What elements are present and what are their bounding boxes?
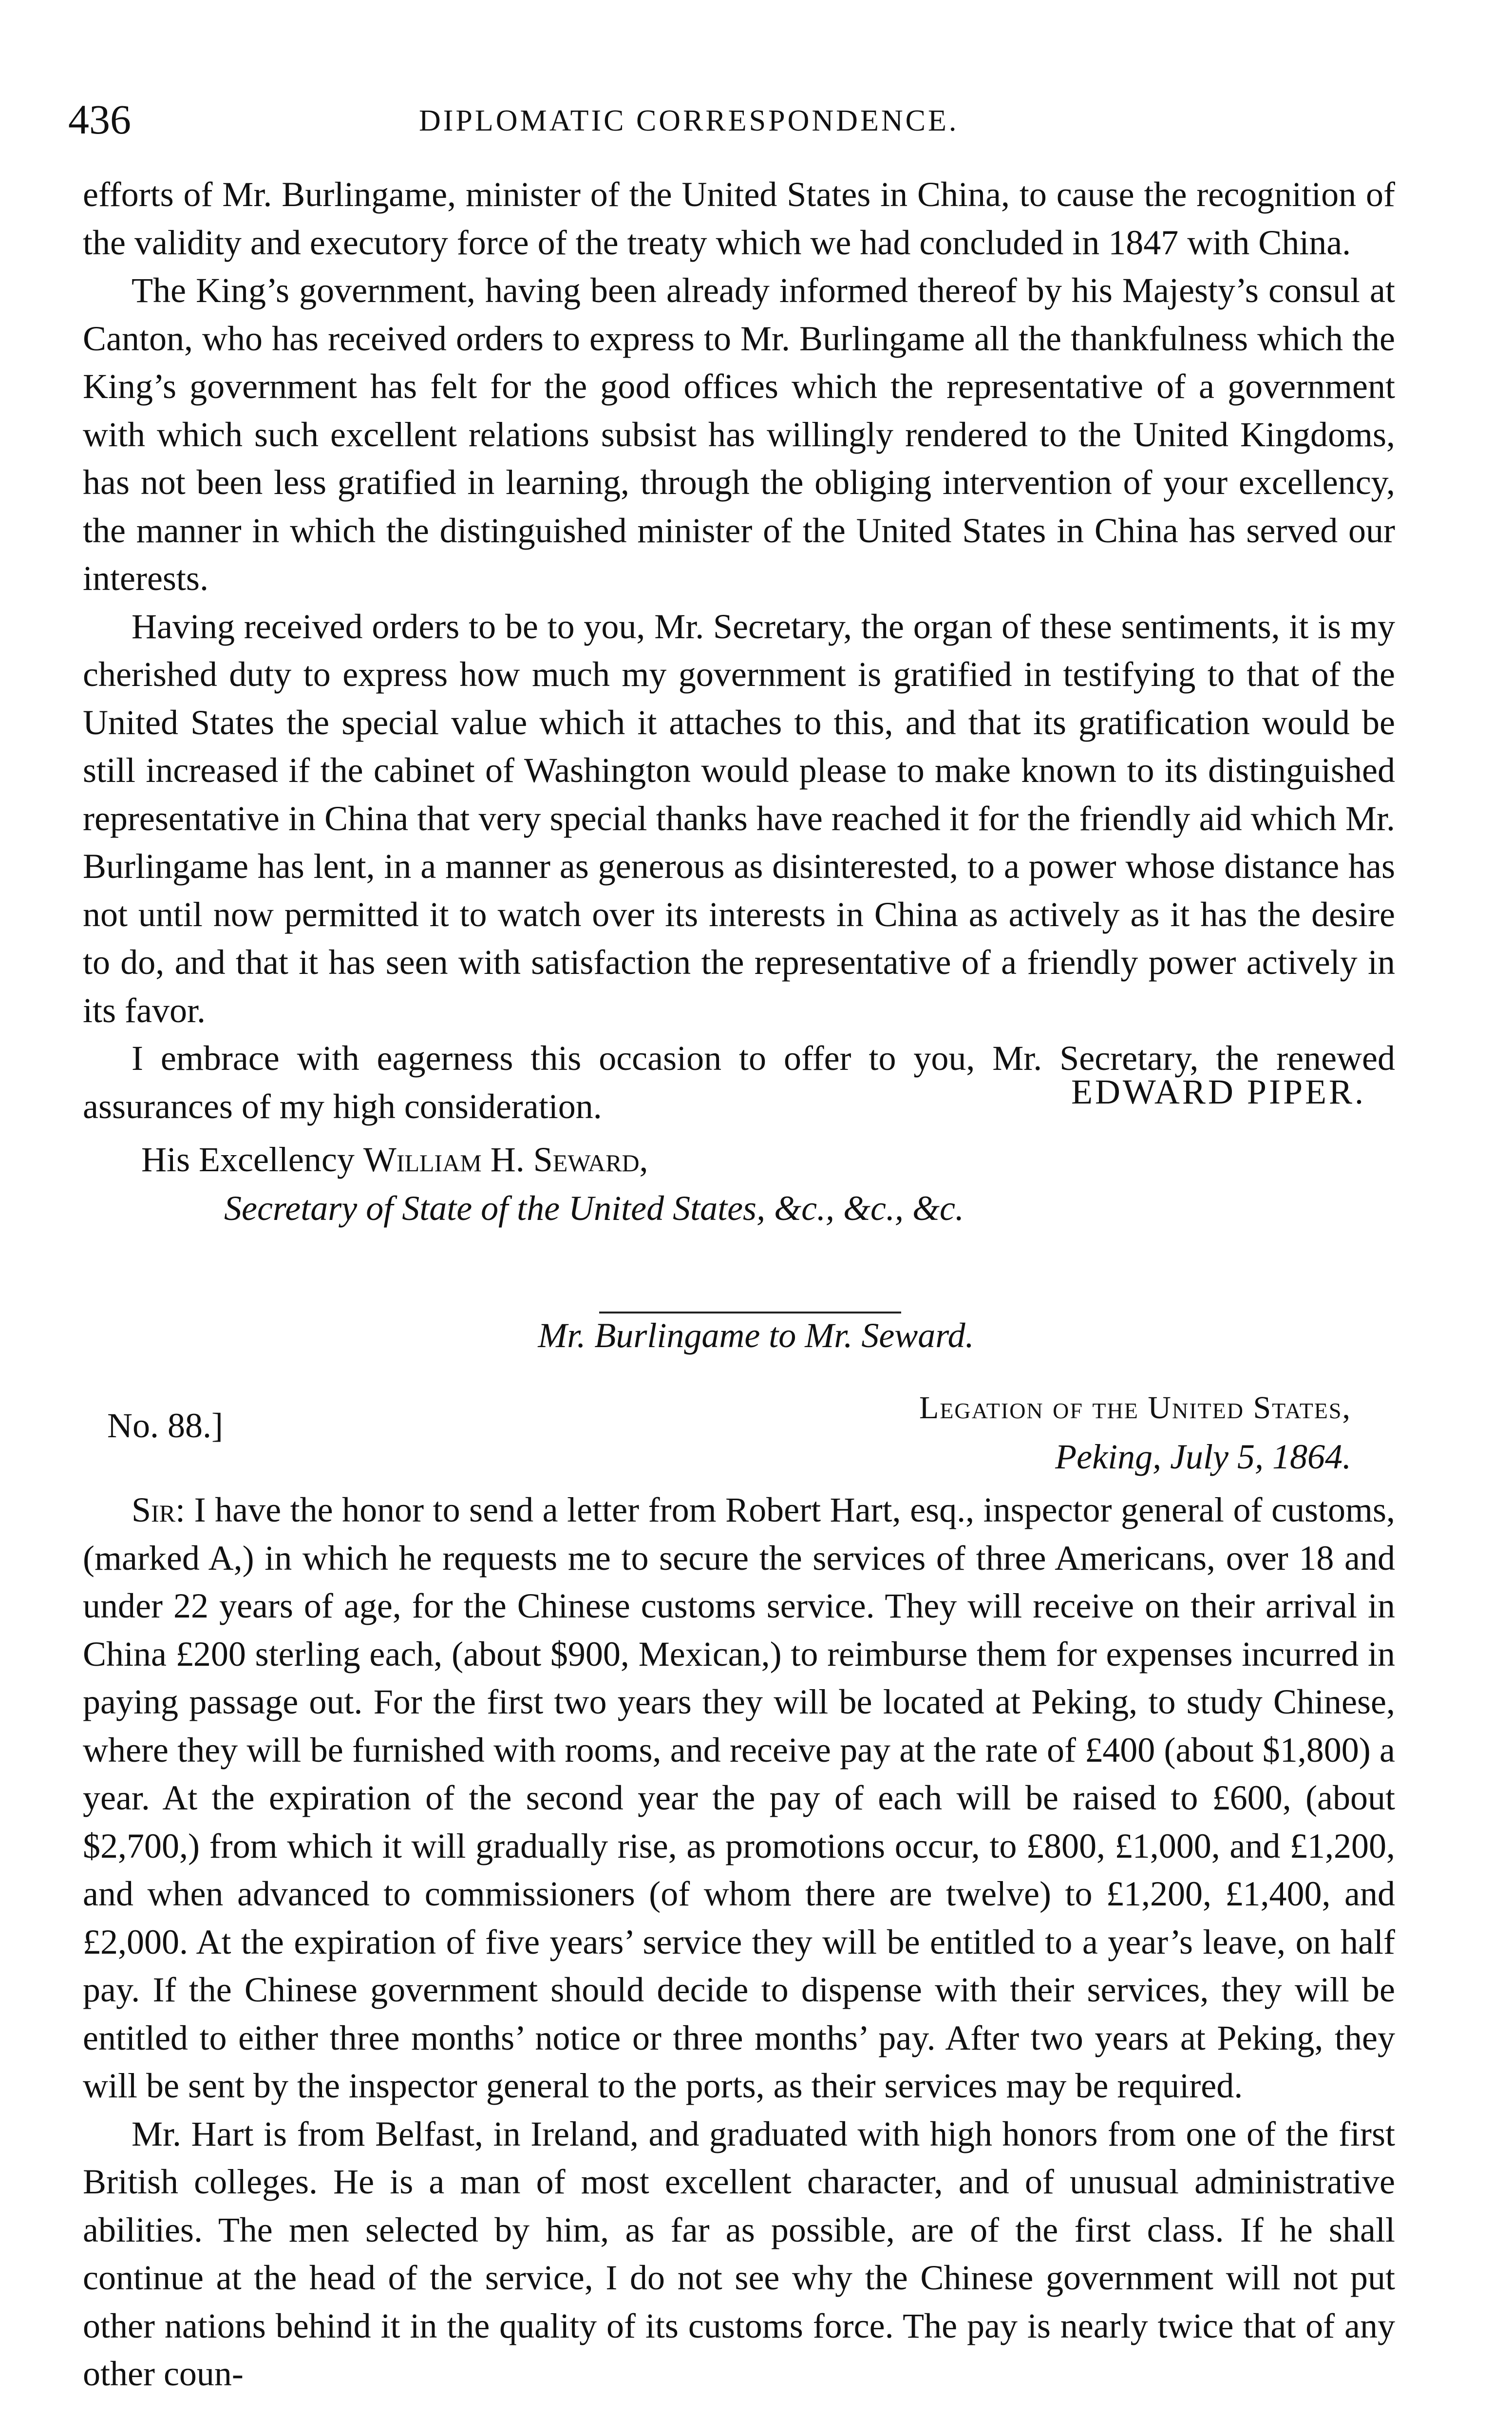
paragraph: efforts of Mr. Burlingame, minister of the United States in China, to cause the recognition of the validity and executory force of the treaty which we had concluded in 1847 with China.: [83, 175, 1395, 262]
paragraph-text: : I have the honor to send a letter from Robert Hart, esq., inspector general of customs, (marked A,) in which he requests me to secure the services of three Americans, over 18 and under 22 years of age, for the Chinese customs service. They will receive on their arrival in China £200 sterling each, (about $900, Mexican,) to reimburse them for expenses incurred in paying passage out. For the first two years they will be located at Peking, to study Chinese, where they will be furnished with rooms, and receive pay at the rate of £400 (about $1,800) a year. At the expiration of the second year the pay of each will be raised to £600, (about $2,700,) from which it will gradually rise, as promotions occur, to £800, £1,000, and £1,200, and when advanced to commissioners (of whom there are twelve) to £1,200, £1,400, and £2,000. At the expiration of five years’ service they will be entitled to a year’s leave, on half pay. If the Chinese government should decide to dispense with their services, they will be entitled to either three months’ notice or three months’ pay. After two years at Peking, they will be sent by the inspector general to the ports, as their services may be required.: [83, 1490, 1395, 2105]
dateline: Peking, July 5, 1864.: [1055, 1437, 1351, 1476]
page-header: [68, 95, 1415, 149]
paragraph: [83, 1486, 1395, 2110]
paragraph: Having received orders to be to you, Mr. Secretary, the organ of these sentiments, it is my cherished duty to express how much my government is gratified in testifying to that of the United States the special value which it attaches to this, and that its gratification would be still increased if the cabinet of Washington would please to make known to its distinguished representative in China that very special thanks have reached it for the friendly aid which Mr. Burlingame has lent, in a manner as generous as disinterested, to a power whose distance has not until now permitted it to watch over its interests in China as actively as it has the desire to do, and that it has seen with satisfaction the representative of a friendly power actively in its favor.: [83, 607, 1395, 1030]
paragraph: I embrace with eagerness this occasion to offer to you, Mr. Secretary, the renewed assurances of my high consideration.: [83, 1039, 1395, 1126]
paragraph: Mr. Hart is from Belfast, in Ireland, and graduated with high honors from one of the first British colleges. He is a man of most excellent character, and of unusual administrative abilities. The men selected by him, as far as possible, are of the first class. If he shall continue at the head of the service, I do not see why the Chinese government will not put other nations behind it in the quality of its customs force. The pay is nearly twice that of any other coun-: [83, 2114, 1395, 2393]
addressee-line: [141, 1135, 964, 1184]
addressee-name: William H. Seward,: [363, 1140, 648, 1179]
signature: EDWARD PIPER.: [1071, 1072, 1366, 1111]
paragraph: The King’s government, having been already informed thereof by his Majesty’s consul at Canton, who has received orders to express to Mr. Burlingame all the thankfulness which the King’s government has felt for the good offices which the representative of a government with which such excellent relations subsist has willingly rendered to the United Kingdoms, has not been less gratified in learning, through the obliging intervention of your excellency, the manner in which the distinguished minister of the United States in China has served our interests.: [83, 271, 1395, 598]
legation-address: [919, 1384, 1351, 1481]
page-number: 436: [68, 96, 131, 143]
running-head: DIPLOMATIC CORRESPONDENCE.: [419, 104, 959, 137]
addressee-prefix: His Excellency: [141, 1140, 355, 1179]
despatch-number: No. 88.]: [107, 1406, 223, 1445]
salutation: Sir: [132, 1490, 176, 1529]
addressee-title: Secretary of State of the United States, &c., &c., &c.: [224, 1189, 964, 1228]
letter-heading: Mr. Burlingame to Mr. Seward.: [538, 1316, 974, 1355]
section-divider: [599, 1312, 901, 1313]
legation-name: Legation of the United States,: [919, 1390, 1351, 1426]
letter-burlingame-body: [83, 1486, 1395, 2398]
letter-piper-body: [83, 171, 1395, 1130]
addressee-block: [141, 1135, 964, 1233]
